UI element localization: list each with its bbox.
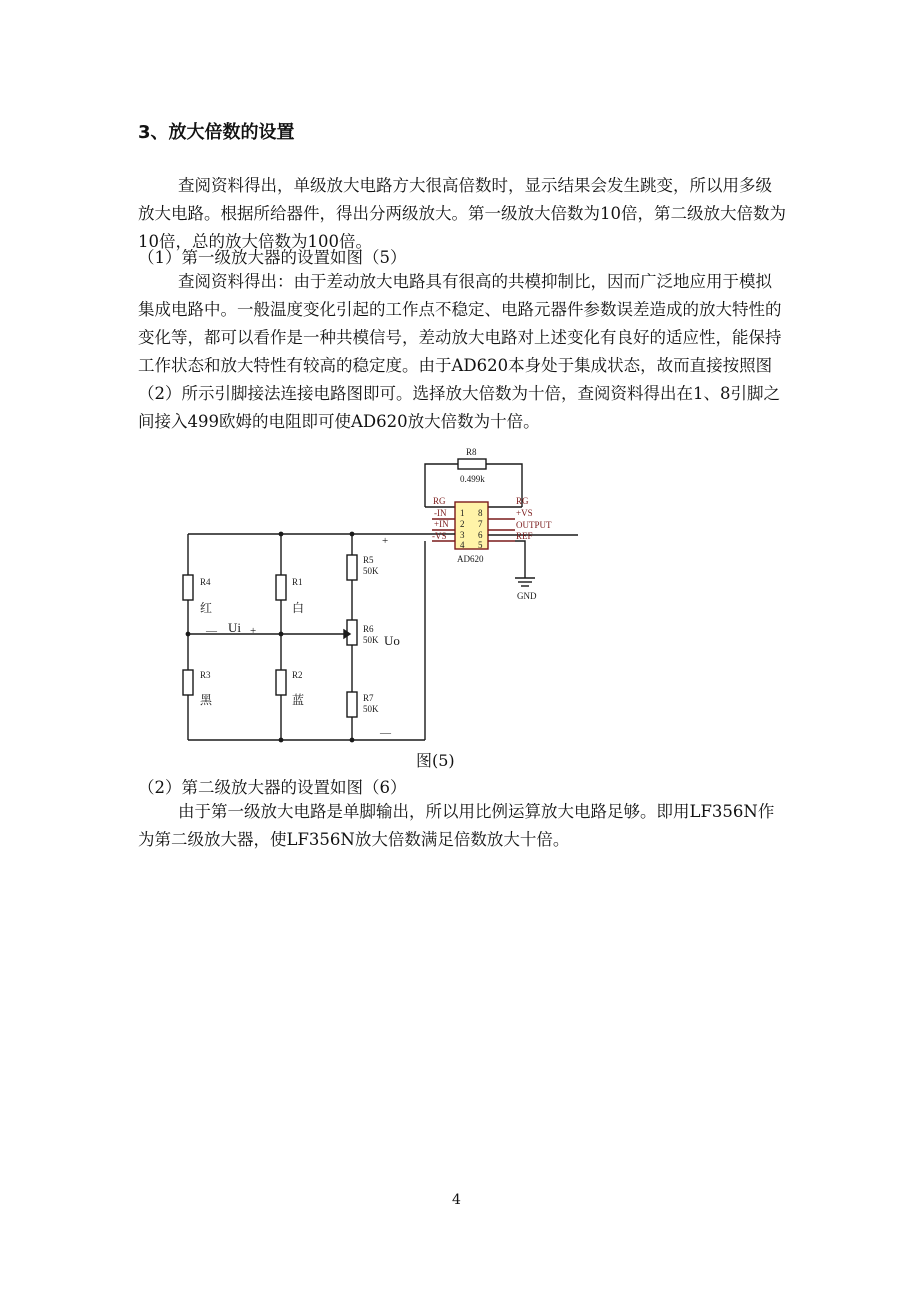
ui-plus-sign: + <box>250 625 257 637</box>
r2-label: R2 <box>292 670 303 680</box>
circuit-diagram <box>170 440 590 750</box>
subheading-second-stage: （2）第二级放大器的设置如图（6） <box>138 778 407 797</box>
pin-num-8: 8 <box>478 508 483 518</box>
paragraph-second-stage: 由于第一级放大电路是单脚输出，所以用比例运算放大电路足够。即用LF356N作为第二级放大器，使LF356N放大倍数满足倍数放大十倍。 <box>138 802 775 849</box>
pin-left-in-minus: -IN <box>434 508 447 518</box>
gnd-label: GND <box>517 591 537 601</box>
resistor-r3 <box>183 670 193 695</box>
paragraph-first-stage: 查阅资料得出：由于差动放大电路具有很高的共模抑制比，因而广泛地应用于模拟集成电路中。一般温度变化引起的工作点不稳定、电路元器件参数误差造成的放大特性的变化等，都可以看作是一种共模信号，差动放大电路对上述变化有良好的适应性，能保持工作状态和放大特性有较高的稳定度。由于AD620本身处于集成状态，故而直接按照图（2）所示引脚接法连接电路图即可。选择放大倍数为十倍，查阅资料得出在1、8引脚之间接入499欧姆的电阻即可使AD620放大倍数为十倍。 <box>138 272 782 431</box>
pin-num-6: 6 <box>478 530 483 540</box>
pin-right-ref: REF <box>516 531 533 541</box>
pin-num-5: 5 <box>478 540 483 550</box>
r1-color: 白 <box>292 601 305 615</box>
pin-right-vs-plus: +VS <box>516 508 533 518</box>
chip-name: AD620 <box>457 554 484 564</box>
r6-label: R6 <box>363 624 374 634</box>
pin-num-1: 1 <box>460 508 465 518</box>
pin-num-3: 3 <box>460 530 465 540</box>
r8-label: R8 <box>466 447 477 457</box>
r7-label: R7 <box>363 693 374 703</box>
r3-color: 黑 <box>200 693 213 707</box>
pin-num-7: 7 <box>478 519 483 529</box>
r6-value: 50K <box>363 635 379 645</box>
r5-label: R5 <box>363 555 374 565</box>
pin-left-vs-minus: -VS <box>432 531 447 541</box>
resistor-r4 <box>183 575 193 600</box>
resistor-r2 <box>276 670 286 695</box>
r4-label: R4 <box>200 577 211 587</box>
r2-color: 蓝 <box>292 693 305 707</box>
r4-color: 红 <box>200 601 213 615</box>
uo-label: Uo <box>384 633 400 648</box>
pin-left-rg: RG <box>433 496 446 506</box>
resistor-r5 <box>347 555 357 580</box>
subheading-first-stage: （1）第一级放大器的设置如图（5） <box>138 248 407 267</box>
out-minus-sign: — <box>380 727 391 739</box>
resistor-r7 <box>347 692 357 717</box>
pin-num-2: 2 <box>460 519 465 529</box>
paragraph-intro: 查阅资料得出，单级放大电路方大很高倍数时，显示结果会发生跳变，所以用多级放大电路。根据所给器件，得出分两级放大。第一级放大倍数为10倍，第二级放大倍数为10倍，总的放大倍数为100倍。 <box>138 176 786 251</box>
page-number: 4 <box>452 1192 461 1208</box>
r3-label: R3 <box>200 670 211 680</box>
resistor-r8 <box>458 459 486 469</box>
r8-value: 0.499k <box>460 474 485 484</box>
r1-label: R1 <box>292 577 303 587</box>
section-heading: 3、放大倍数的设置 <box>138 122 295 143</box>
resistor-r1 <box>276 575 286 600</box>
out-plus-sign: + <box>382 535 389 547</box>
r5-value: 50K <box>363 566 379 576</box>
r7-value: 50K <box>363 704 379 714</box>
pin-num-4: 4 <box>460 540 465 550</box>
pin-right-output: OUTPUT <box>516 520 552 530</box>
pin-right-rg: RG <box>516 496 529 506</box>
pin-left-in-plus: +IN <box>434 519 449 529</box>
figure-caption: 图(5) <box>416 751 455 770</box>
ui-label: Ui <box>228 620 241 635</box>
ui-minus-sign: — <box>206 625 217 637</box>
